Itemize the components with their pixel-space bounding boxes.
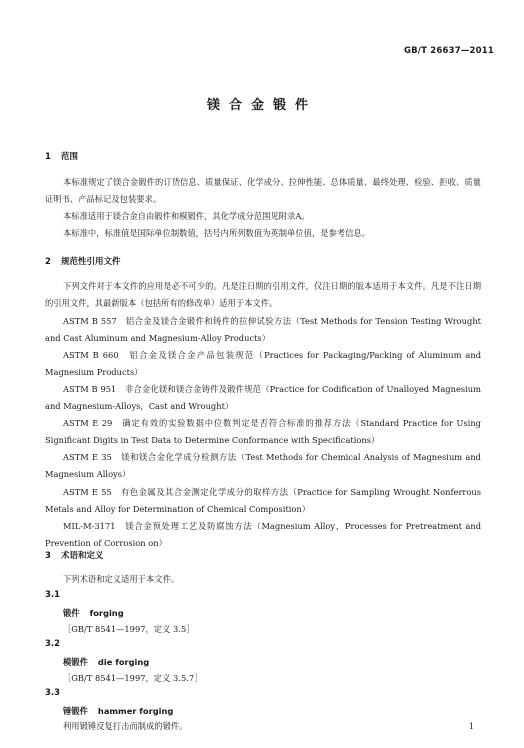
section-1-paragraph: 本标准中，标准值是国际单位制数值，括号内所列数值为英制单位值，是参考信息。: [63, 228, 370, 238]
term-en: hammer forging: [97, 706, 174, 716]
reference-item: ASTM E 29 确定有效的实验数据中位数判定是否符合标准的推荐方法（Standard Practice for Using Significant Digits in Test Data to Determine Conformance with Specifications）: [45, 418, 481, 446]
section-number: 1: [45, 152, 51, 162]
reference-item: ASTM E 35 镁和镁合金化学成分检测方法（Test Methods for Chemical Analysis of Magnesium and Magnesium Alloys）: [45, 452, 481, 480]
term-definition: 利用锻锤反复打击而制成的锻件。: [63, 721, 188, 731]
section-number: 2: [45, 257, 51, 267]
term-name: [63, 607, 124, 619]
page-number: 1: [468, 722, 474, 731]
term-number: 3.3: [45, 688, 61, 698]
section-2-heading: [45, 255, 121, 267]
term-reference: ［GB/T 8541—1997，定义 3.5.7］: [63, 673, 203, 683]
reference-item: ASTM B 557 铝合金及镁合金锻件和铸件的拉伸试验方法（Test Methods for Tension Testing Wrought and Cast Aluminum and Magnesium-Alloy Products）: [45, 316, 481, 344]
section-title: 范围: [61, 152, 79, 162]
term-number: 3.2: [45, 639, 61, 649]
reference-item: ASTM E 55 有色金属及其合金测定化学成分的取样方法（Practice for Sampling Wrought Nonferrous Metals and Alloy for Determination of Chemical Composition）: [45, 487, 481, 515]
term-en: die forging: [97, 657, 150, 667]
section-title: 规范性引用文件: [61, 257, 121, 267]
standard-code: GB/T 26637—2011: [403, 46, 494, 56]
document-title: 镁合金锻件: [206, 98, 317, 113]
section-1-paragraph: 本标准规定了镁合金锻件的订货信息、质量保证、化学成分、拉伸性能、总体质量、最终处理、检验、拒收、质量证明书、产品标记及包装要求。: [45, 177, 481, 205]
term-name: [63, 705, 173, 717]
section-1-paragraph: 本标准适用于镁合金自由锻件和模锻件，其化学成分范围见附录A。: [63, 211, 310, 221]
reference-item: MIL-M-3171 镁合金预处理工艺及防腐蚀方法（Magnesium Alloy，Processes for Pretreatment and Prevention of Corrosion on）: [45, 521, 481, 549]
term-number: 3.1: [45, 590, 61, 600]
term-cn: 锻件: [63, 608, 80, 618]
reference-item: ASTM B 951 非合金化镁和镁合金铸件及锻件规范（Practice for Codification of Unalloyed Magnesium and Magnesium-Alloys，Cast and Wrought）: [45, 384, 481, 412]
section-1-heading: [45, 150, 78, 162]
term-en: forging: [89, 608, 124, 618]
reference-item: ASTM B 660 铝合金及镁合金产品包装规范（Practices for Packaging/Packing of Aluminum and Magnesium Products）: [45, 350, 481, 378]
section-number: 3: [45, 551, 51, 561]
section-title: 术语和定义: [61, 551, 104, 561]
section-2-intro: 下列文件对于本文件的应用是必不可少的。凡是注日期的引用文件，仅注日期的版本适用于本文件。凡是不注日期的引用文件，其最新版本（包括所有的修改单）适用于本文件。: [45, 281, 481, 309]
term-reference: ［GB/T 8541—1997，定义 3.5］: [63, 624, 195, 634]
term-name: [63, 656, 149, 668]
term-cn: 锤锻件: [63, 706, 88, 716]
section-3-intro: 下列术语和定义适用于本文件。: [63, 574, 180, 584]
section-3-heading: [45, 549, 104, 561]
term-cn: 模锻件: [63, 657, 88, 667]
